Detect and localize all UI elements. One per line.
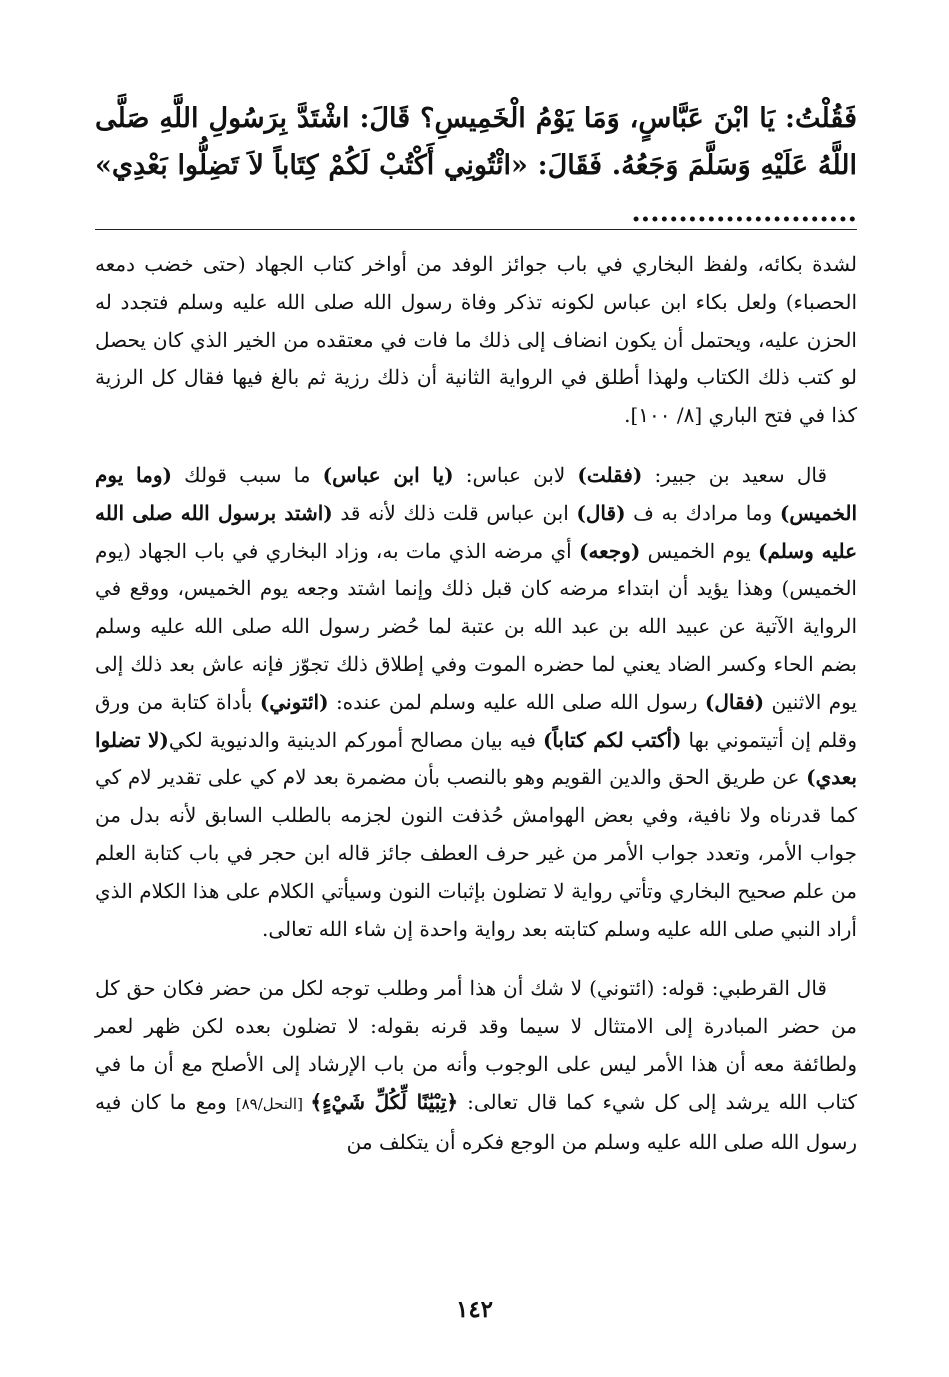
text-run: ابن عباس قلت ذلك لأنه قد [332,500,577,525]
bold-run: (فقال) [704,689,765,714]
text-run: وما مرادك به ف [625,500,780,525]
text-run: رسول الله صلى الله عليه وسلم لمن عنده: [328,689,705,714]
hadith-text [95,95,857,236]
commentary-paragraph-1: لشدة بكائه، ولفظ البخاري في باب جوائز الوفد من أواخر كتاب الجهاد (حتى خضب دمعه الحصباء) ولعل بكاء ابن عباس لكونه تذكر وفاة رسول الله صلى الله عليه وسلم فتجدد له الحزن عليه، ويحتمل أن يكون انضاف إلى ذلك ما فات في معتقده من الخير الذي كان يحصل لو كتب ذلك الكتاب ولهذا أطلق في الرواية الثانية أن ذلك رزية ثم بالغ فيها فقال كل الرزية كذا في فتح الباري [٨/ ١٠٠]. [95,252,857,428]
text-run: أي مرضه الذي مات به، وزاد البخاري في باب الجهاد (يوم الخميس) وهذا يؤيد أن ابتداء مرضه كان قبل ذلك وإنما اشتد وجعه يوم الخميس، ووقع في الرواية الآتية عن عبيد الله بن عبد الله بن عتبة لما حُضر رسول الله صلى الله عليه وسلم بضم الحاء وكسر الضاد يعني لما حضره الموت وفي إطلاق ذلك تجوّز فإنه عاش بعد ذلك إلى يوم الاثنين [95,538,857,714]
text-run: يوم الخميس [640,538,759,563]
text-run: بأداة كتابة من ورق وقلم إن أتيتموني بها [95,689,857,752]
bold-run: (لا تضلوا بعدي) [95,727,857,790]
hadith-dots: ........................ [631,197,857,228]
text-run: عن طريق الحق والدين القويم وهو بالنصب بأن مضمرة بعد لام كي على تقدير لام كي كما قدرناه ولا نافية، وفي بعض الهوامش حُذفت النون لجزمه بالطلب السابق لأنه بدل من جواب الأمر، وتعدد جواب الأمر من غير حرف العطف جائز قاله ابن حجر في باب كتابة العلم من علم صحيح البخاري وتأتي رواية لا تضلون بإثبات النون وسيأتي الكلام على هذا الكلام الذي أراد النبي صلى الله عليه وسلم كتابته بعد رواية واحدة إن شاء الله تعالى. [95,765,857,941]
page-header-text [95,95,857,236]
text-run: فيه بيان مصالح أموركم الدينية والدنيوية لكي [168,727,543,752]
bold-run: (ائتوني) [259,689,329,714]
bold-run: (أكتب لكم كتاباً) [542,727,682,752]
bold-run: (يا ابن عباس) [322,462,454,487]
bold-run: (قال) [576,500,626,525]
commentary-body [95,246,857,1183]
hadith-main: فَقُلْتُ: يَا ابْنَ عَبَّاسٍ، وَمَا يَوْمُ الْخَمِيسِ؟ قَالَ: اشْتَدَّ بِرَسُولِ اللَّهِ صَلَّى اللَّهُ عَلَيْهِ وَسَلَّمَ وَجَعُهُ. فَقَالَ: [95,103,857,181]
commentary-paragraph-3 [95,970,857,1161]
text-run: ما سبب قولك [171,462,323,487]
bold-run: (وما يوم الخميس) [95,462,858,525]
verse-reference: [النحل/٨٩] [235,1094,311,1113]
commentary-paragraph-2 [95,457,857,948]
text-run: لابن عباس: [453,462,578,487]
footnote-divider [95,229,857,230]
text-run: ومع ما كان فيه رسول الله صلى الله عليه وسلم من الوجع فكره أن يتكلف من [95,1089,857,1154]
text-run: قال سعيد بن جبير: [642,462,828,487]
page-number: ١٤٢ [455,1296,494,1323]
bold-run: (اشتد برسول الله صلى الله عليه وسلم) [95,500,857,563]
bold-run: (وجعه) [578,538,641,563]
bold-run: (فقلت) [577,462,643,487]
hadith-quote: «ائْتُونِي أَكْتُبْ لَكُمْ كِتَاباً لاَ تَضِلُّوا بَعْدِي» [95,150,528,181]
text-run: قال القرطبي: قوله: (ائتوني) لا شك أن هذا أمر وطلب توجه لكل من حضر فكان حق كل من حضر المبادرة إلى الامتثال لا سيما وقد قرنه بقوله: لا تضلون بعده لكن ظهر لعمر ولطائفة معه أن هذا الأمر ليس على الوجوب وأنه من باب الإرشاد إلى الأصلح مع أن ما في كتاب الله يرشد إلى كل شيء كما قال تعالى: [95,976,858,1114]
quran-verse: ﴿تِبْيَٰنًا لِّكُلِّ شَيْءٍ﴾ [310,1089,459,1114]
